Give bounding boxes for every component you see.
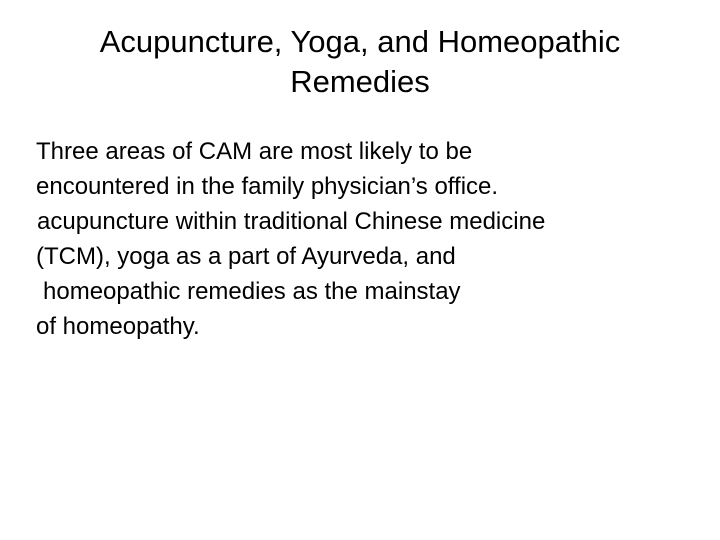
slide-title-line-2: Remedies	[290, 64, 430, 99]
slide-title	[0, 22, 720, 102]
body-line-6: of homeopathy.	[36, 313, 200, 340]
body-line-1: Three areas of CAM are most likely to be	[36, 138, 473, 165]
slide-title-line-1: Acupuncture, Yoga, and Homeopathic	[99, 24, 621, 59]
body-line-2: encountered in the family physician’s office.	[36, 173, 499, 200]
body-line-5: homeopathic remedies as the mainstay	[43, 278, 461, 305]
slide-body	[36, 134, 706, 344]
body-line-3: acupuncture within traditional Chinese medicine	[37, 208, 546, 235]
body-line-4: (TCM), yoga as a part of Ayurveda, and	[36, 243, 456, 270]
